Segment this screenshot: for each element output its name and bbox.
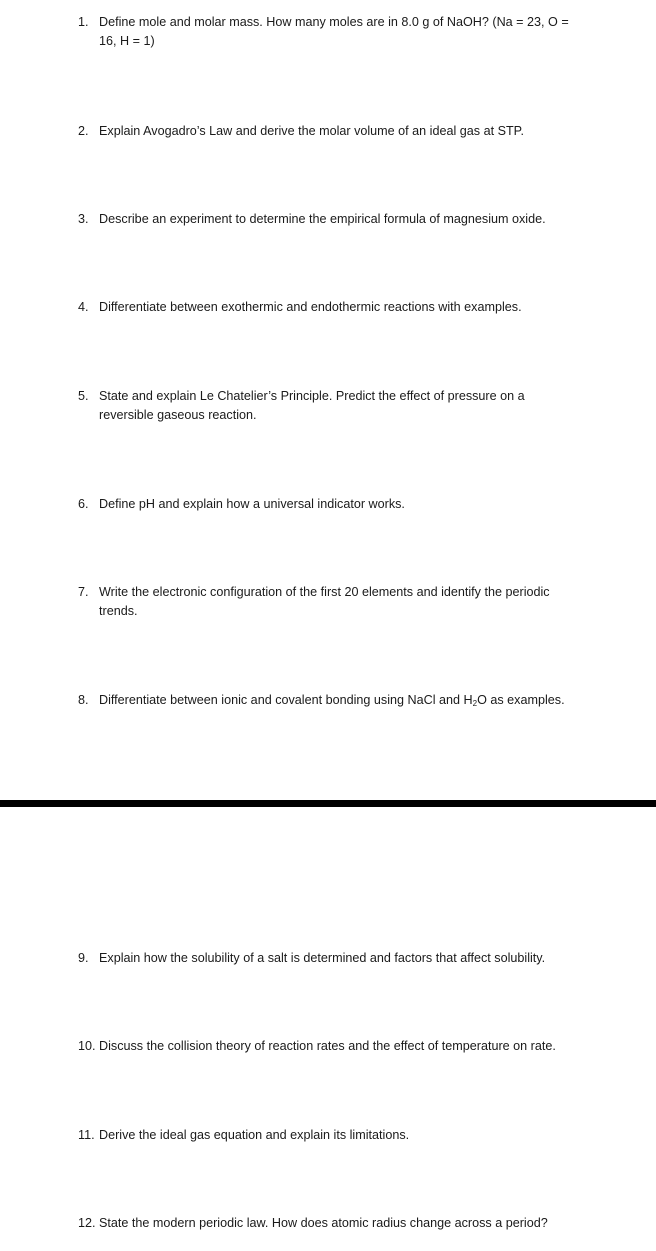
question-number: 6.	[78, 497, 89, 511]
question-text: State and explain Le Chatelier’s Principle. Predict the effect of pressure on a	[99, 389, 525, 403]
page-divider	[0, 800, 656, 807]
question-text: Discuss the collision theory of reaction rates and the effect of temperature on rate.	[99, 1039, 556, 1053]
question-number: 4.	[78, 300, 89, 314]
question-7	[78, 583, 608, 621]
question-8	[78, 691, 608, 710]
question-text: Write the electronic configuration of the first 20 elements and identify the periodic	[99, 585, 550, 599]
question-text: Derive the ideal gas equation and explain its limitations.	[99, 1128, 410, 1142]
question-4	[78, 298, 608, 317]
question-text: Explain how the solubility of a salt is determined and factors that affect solubility.	[99, 951, 546, 965]
question-1	[78, 13, 608, 51]
question-text: Describe an experiment to determine the empirical formula of magnesium oxide.	[99, 212, 546, 226]
question-3	[78, 210, 608, 229]
question-text: Define mole and molar mass. How many moles are in 8.0 g of NaOH? (Na = 23, O =	[99, 15, 569, 29]
question-5	[78, 387, 608, 425]
question-11	[78, 1126, 608, 1145]
question-number: 9.	[78, 951, 89, 965]
question-text: Differentiate between ionic and covalent bonding using NaCl and H	[99, 693, 473, 707]
question-text-continued: trends.	[99, 604, 138, 618]
subscript: 2	[472, 699, 478, 708]
question-number: 12.	[78, 1216, 96, 1230]
question-10	[78, 1037, 608, 1056]
question-number: 10.	[78, 1039, 96, 1053]
question-number: 8.	[78, 693, 89, 707]
question-number: 5.	[78, 389, 89, 403]
question-text-continued: 16, H = 1)	[99, 34, 155, 48]
question-number: 3.	[78, 212, 89, 226]
question-number: 1.	[78, 15, 89, 29]
question-text: Define pH and explain how a universal indicator works.	[99, 497, 405, 511]
question-12	[78, 1214, 608, 1233]
question-text: State the modern periodic law. How does atomic radius change across a period?	[99, 1216, 548, 1230]
question-2	[78, 122, 608, 141]
question-number: 11.	[78, 1128, 95, 1142]
question-number: 2.	[78, 124, 89, 138]
question-text-continued: reversible gaseous reaction.	[99, 408, 257, 422]
question-number: 7.	[78, 585, 89, 599]
question-text: Explain Avogadro’s Law and derive the molar volume of an ideal gas at STP.	[99, 124, 524, 138]
question-text-end: O as examples.	[477, 693, 565, 707]
question-text: Differentiate between exothermic and endothermic reactions with examples.	[99, 300, 522, 314]
question-9	[78, 949, 608, 968]
question-6	[78, 495, 608, 514]
